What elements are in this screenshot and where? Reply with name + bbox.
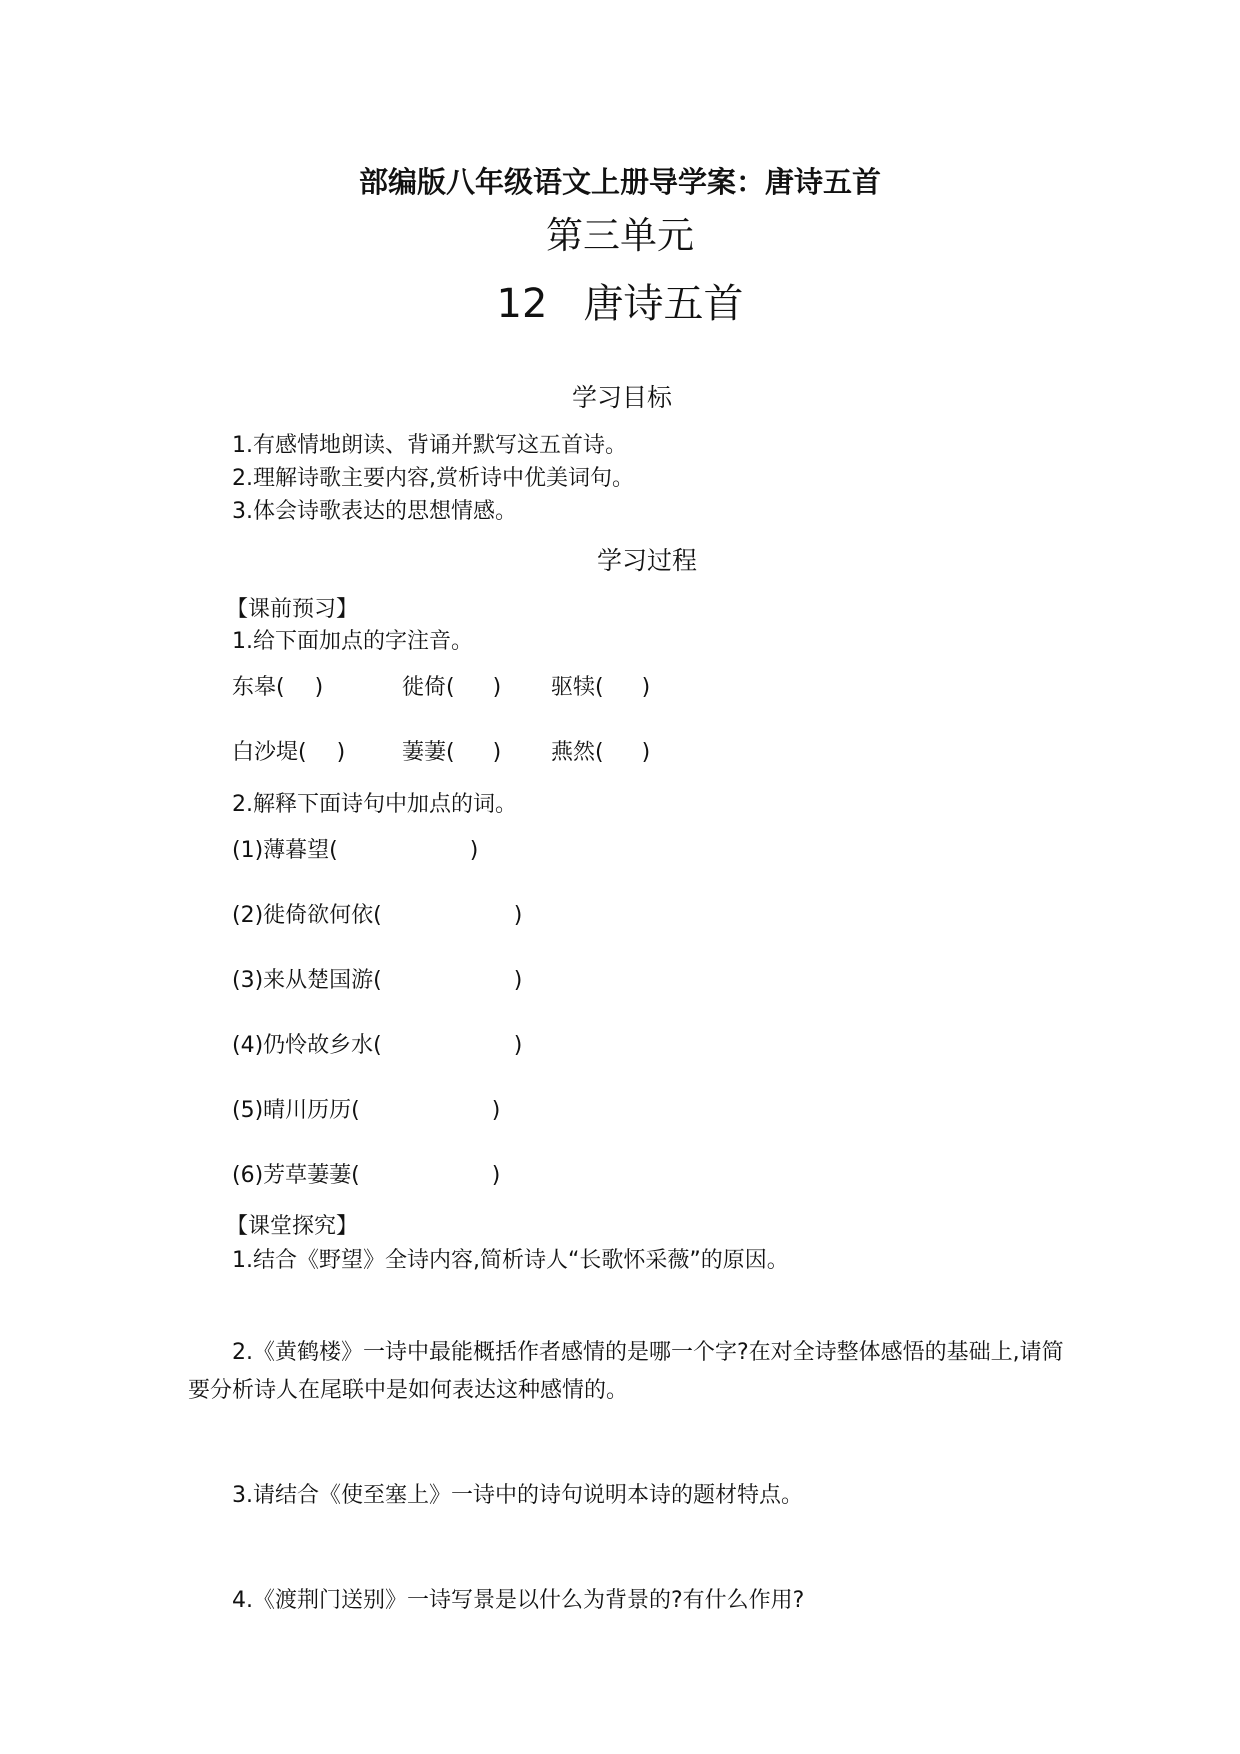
preview-question-1: 1.给下面加点的字注音。: [232, 629, 473, 654]
explore-label: 【课堂探究】: [226, 1214, 359, 1239]
word-item: (2)徙倚欲何依( ): [232, 903, 523, 928]
word-item: (4)仍怜故乡水( ): [232, 1033, 523, 1058]
pinyin-item: 萋萋( ): [402, 740, 502, 765]
objective-item: 1.有感情地朗读、背诵并默写这五首诗。: [232, 433, 627, 458]
lesson-number: 12: [496, 281, 548, 327]
pinyin-item: 白沙堤( ): [232, 740, 346, 765]
objectives-heading: 学习目标: [572, 383, 673, 412]
preview-label: 【课前预习】: [226, 597, 359, 622]
explore-question-2: 2.《黄鹤楼》一诗中最能概括作者感情的是哪一个字?在对全诗整体感悟的基础上,请简要分析诗人在尾联中是如何表达这种感情的。: [188, 1340, 1064, 1403]
pinyin-item: 燕然( ): [551, 740, 651, 765]
document-title: 部编版八年级语文上册导学案：唐诗五首: [358, 165, 881, 199]
pinyin-item: 驱犊( ): [551, 675, 651, 700]
unit-title: 第三单元: [546, 214, 694, 257]
preview-question-2: 2.解释下面诗句中加点的词。: [232, 792, 517, 817]
lesson-name: 唐诗五首: [583, 281, 744, 327]
pinyin-item: 徙倚( ): [402, 675, 502, 700]
word-item: (1)薄暮望( ): [232, 838, 479, 863]
explore-question-4: 4.《渡荆门送别》一诗写景是以什么为背景的?有什么作用?: [232, 1588, 805, 1613]
explore-question-1: 1.结合《野望》全诗内容,简析诗人“长歌怀采薇”的原因。: [232, 1248, 789, 1273]
word-item: (5)晴川历历( ): [232, 1098, 501, 1123]
word-item: (3)来从楚国游( ): [232, 968, 523, 993]
process-heading: 学习过程: [597, 546, 698, 575]
objective-item: 2.理解诗歌主要内容,赏析诗中优美词句。: [232, 466, 634, 491]
lesson-title: [0, 272, 1240, 329]
pinyin-item: 东皋( ): [232, 675, 324, 700]
objective-item: 3.体会诗歌表达的思想情感。: [232, 499, 517, 524]
explore-question-3: 3.请结合《使至塞上》一诗中的诗句说明本诗的题材特点。: [232, 1483, 803, 1508]
word-item: (6)芳草萋萋( ): [232, 1163, 501, 1188]
